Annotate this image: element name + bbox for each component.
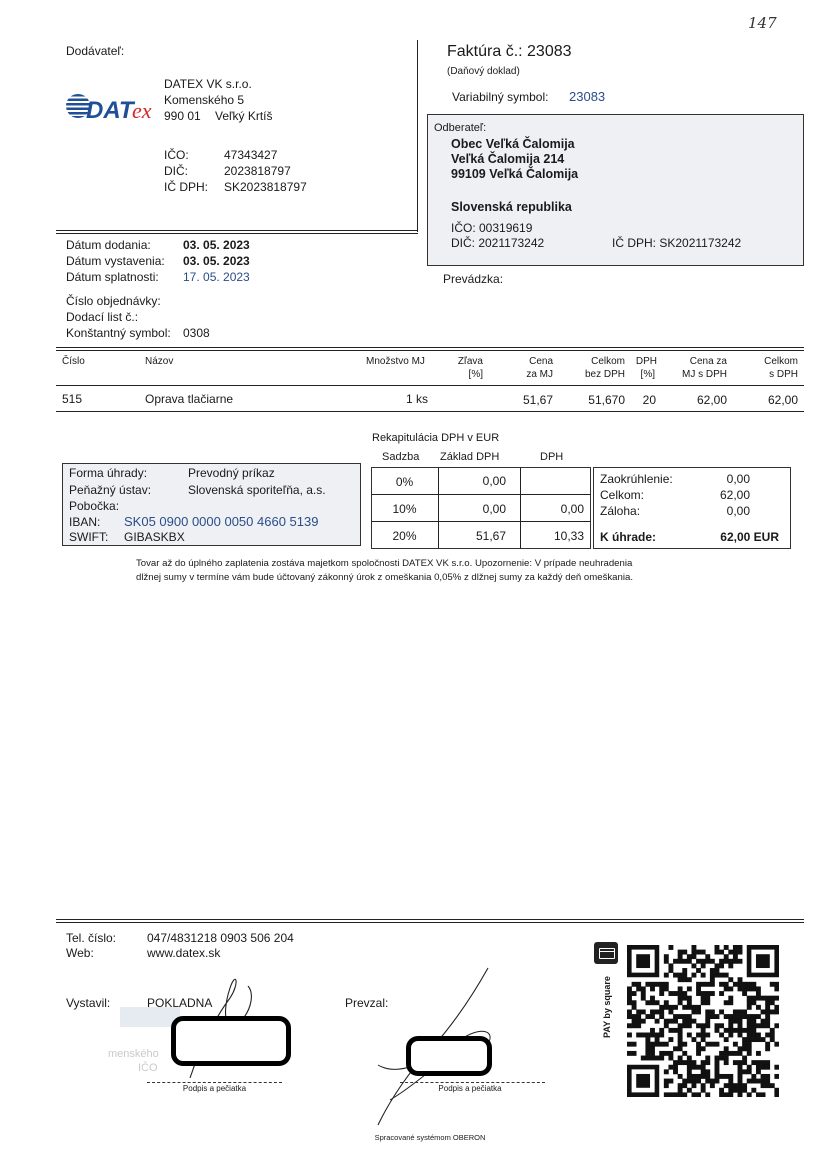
payment-iban: SK05 0900 0000 0050 4660 5139	[124, 514, 319, 529]
customer-dic: DIČ: 2021173242	[451, 236, 545, 250]
th-cislo: Číslo	[62, 356, 85, 367]
payment-form: Prevodný príkaz	[188, 466, 275, 480]
recap-row1-rule	[371, 494, 591, 495]
recap-h-dph: DPH	[540, 451, 564, 463]
due-date: 17. 05. 2023	[183, 270, 250, 284]
row-mnozstvo: 1 ks	[405, 392, 428, 406]
redaction-receiver	[406, 1036, 492, 1076]
vs-value: 23083	[569, 89, 606, 104]
recap-zaklad-1: 0,00	[482, 502, 506, 516]
delivery-date: 03. 05. 2023	[183, 238, 250, 252]
due-date-label: Dátum splatnosti:	[66, 270, 159, 284]
received-label: Prevzal:	[345, 996, 389, 1010]
supplier-name: DATEX VK s.r.o.	[164, 77, 252, 91]
th-celkoms1: Celkom	[764, 356, 798, 367]
issued-label: Vystavil:	[66, 996, 111, 1010]
order-label: Číslo objednávky:	[66, 294, 161, 308]
th-zlava1: Zľava	[457, 356, 483, 367]
th-celkom1: Celkom	[591, 356, 625, 367]
premises-label: Prevádzka:	[443, 272, 504, 286]
payment-swift: GIBASKBX	[124, 530, 185, 544]
supplier-icdph-label: IČ DPH:	[164, 180, 209, 194]
payment-bank: Slovenská sporiteľňa, a.s.	[188, 483, 326, 497]
tel-label: Tel. číslo:	[66, 931, 117, 945]
customer-name: Obec Veľká Čalomija	[451, 137, 575, 151]
datex-logo	[64, 86, 164, 126]
delivery-note-label: Dodací list č.:	[66, 310, 139, 324]
customer-ico: IČO: 00319619	[451, 221, 533, 235]
row-celkom-s-dph: 62,00	[767, 393, 798, 407]
payment-branch-label: Pobočka:	[69, 499, 120, 513]
customer-street: Veľká Čalomija 214	[451, 152, 565, 166]
th-cenaza2: MJ s DPH	[682, 369, 727, 380]
th-mnozstvo: Množstvo MJ	[366, 356, 425, 367]
th-cena2: za MJ	[526, 369, 553, 380]
th-dph1: DPH	[635, 356, 657, 367]
sign-line-receiver	[400, 1082, 545, 1083]
pay-by-square-badge	[592, 942, 622, 1042]
payment-iban-label: IBAN:	[69, 515, 101, 529]
vs-label: Variabilný symbol:	[452, 90, 549, 104]
supplier-city: Veľký Krtíš	[215, 109, 273, 123]
svg-text:ex: ex	[132, 98, 152, 123]
const-symbol: 0308	[183, 326, 210, 340]
svg-text:DAT: DAT	[86, 97, 134, 124]
customer-icdph: IČ DPH: SK2021173242	[612, 236, 742, 250]
svg-text:menského: menského	[108, 1048, 159, 1060]
recap-h-zaklad: Základ DPH	[440, 451, 500, 463]
notice-line1: Tovar až do úplného zaplatenia zostáva majetkom spoločnosti DATEX VK s.r.o. Upozornenie: V prípade neuhradenia	[136, 558, 633, 569]
row-cislo: 515	[62, 392, 83, 406]
header-divider	[417, 40, 418, 232]
recap-sadzba-0: 0%	[395, 475, 414, 489]
row-celkom: 51,670	[588, 393, 625, 407]
redaction-issuer	[171, 1016, 291, 1066]
supplier-ico-label: IČO:	[164, 148, 189, 162]
round-value: 0,00	[726, 472, 750, 486]
due-value: 62,00 EUR	[720, 530, 779, 544]
th-celkom2: bez DPH	[584, 369, 625, 380]
row-dph: 20	[642, 393, 656, 407]
sign-label-receiver: Podpis a pečiatka	[438, 1084, 502, 1093]
supplier-dic-label: DIČ:	[164, 164, 188, 178]
table-bottom-rule	[56, 411, 804, 412]
th-nazov: Názov	[145, 356, 174, 367]
issue-date-label: Dátum vystavenia:	[66, 254, 165, 268]
invoice-title: Faktúra č.: 23083	[447, 43, 572, 60]
web-label: Web:	[66, 946, 94, 960]
table-top-rule	[56, 347, 804, 351]
payment-bank-label: Peňažný ústav:	[69, 483, 152, 497]
tel-value: 047/4831218 0903 506 204	[147, 931, 294, 945]
page-note: 147	[748, 14, 777, 32]
recap-dph-2: 10,33	[553, 529, 584, 543]
customer-country: Slovenská republika	[451, 200, 572, 214]
payment-swift-label: SWIFT:	[69, 530, 109, 544]
recap-zaklad-0: 0,00	[482, 474, 506, 488]
advance-label: Záloha:	[600, 504, 641, 518]
invoice-subtitle: (Daňový doklad)	[447, 66, 520, 77]
th-celkoms2: s DPH	[769, 369, 798, 380]
card-icon	[594, 942, 618, 964]
due-label: K úhrade:	[600, 530, 657, 544]
row-cena-s-dph: 62,00	[696, 393, 727, 407]
issued-by: POKLADNA	[147, 996, 213, 1010]
row-nazov: Oprava tlačiarne	[145, 392, 234, 406]
supplier-heading: Dodávateľ:	[66, 44, 125, 58]
recap-zaklad-2: 51,67	[475, 529, 506, 543]
qr-code[interactable]	[627, 945, 779, 1097]
th-zlava2: [%]	[468, 369, 483, 380]
delivery-date-label: Dátum dodania:	[66, 238, 151, 252]
supplier-zip: 990 01	[164, 109, 201, 123]
table-header-rule	[56, 385, 804, 386]
th-cenaza1: Cena za	[689, 356, 727, 367]
total-label: Celkom:	[600, 488, 645, 502]
recap-sadzba-1: 10%	[392, 502, 417, 516]
customer-heading: Odberateľ:	[434, 122, 487, 134]
notice-line2: dlžnej sumy v termíne vám bude účtovaný zákonný úrok z omeškania 0,05% z dlžnej sumy za každý deň omeškania.	[136, 572, 633, 583]
round-label: Zaokrúhlenie:	[600, 472, 673, 486]
th-cena1: Cena	[529, 356, 553, 367]
recap-sadzba-2: 20%	[392, 529, 417, 543]
web-value[interactable]: www.datex.sk	[147, 946, 221, 960]
svg-text:IČO: IČO	[138, 1062, 158, 1074]
supplier-icdph: SK2023818797	[224, 180, 307, 194]
payment-form-label: Forma úhrady:	[69, 466, 148, 480]
advance-value: 0,00	[726, 504, 750, 518]
recap-title: Rekapitulácia DPH v EUR	[372, 432, 500, 444]
processed-by: Spracované systémom OBERON	[374, 1133, 486, 1142]
supplier-ico: 47343427	[224, 148, 278, 162]
customer-city: 99109 Veľká Čalomija	[451, 167, 579, 181]
recap-dph-1: 0,00	[560, 502, 584, 516]
sign-line-issuer	[147, 1082, 282, 1083]
supplier-street: Komenského 5	[164, 93, 245, 107]
th-dph2: [%]	[640, 369, 655, 380]
row-cena: 51,67	[522, 393, 553, 407]
sign-label-issuer: Podpis a pečiatka	[182, 1084, 247, 1093]
const-symbol-label: Konštantný symbol:	[66, 326, 171, 340]
recap-row2-rule	[371, 521, 591, 522]
supplier-dic: 2023818797	[224, 164, 291, 178]
issue-date: 03. 05. 2023	[183, 254, 250, 268]
supplier-bottom-rule	[56, 230, 418, 234]
recap-h-sadzba: Sadzba	[382, 451, 420, 463]
footer-top-rule	[56, 919, 804, 923]
pay-by-square-label: PAY by square	[602, 976, 612, 1038]
total-value: 62,00	[719, 488, 750, 502]
